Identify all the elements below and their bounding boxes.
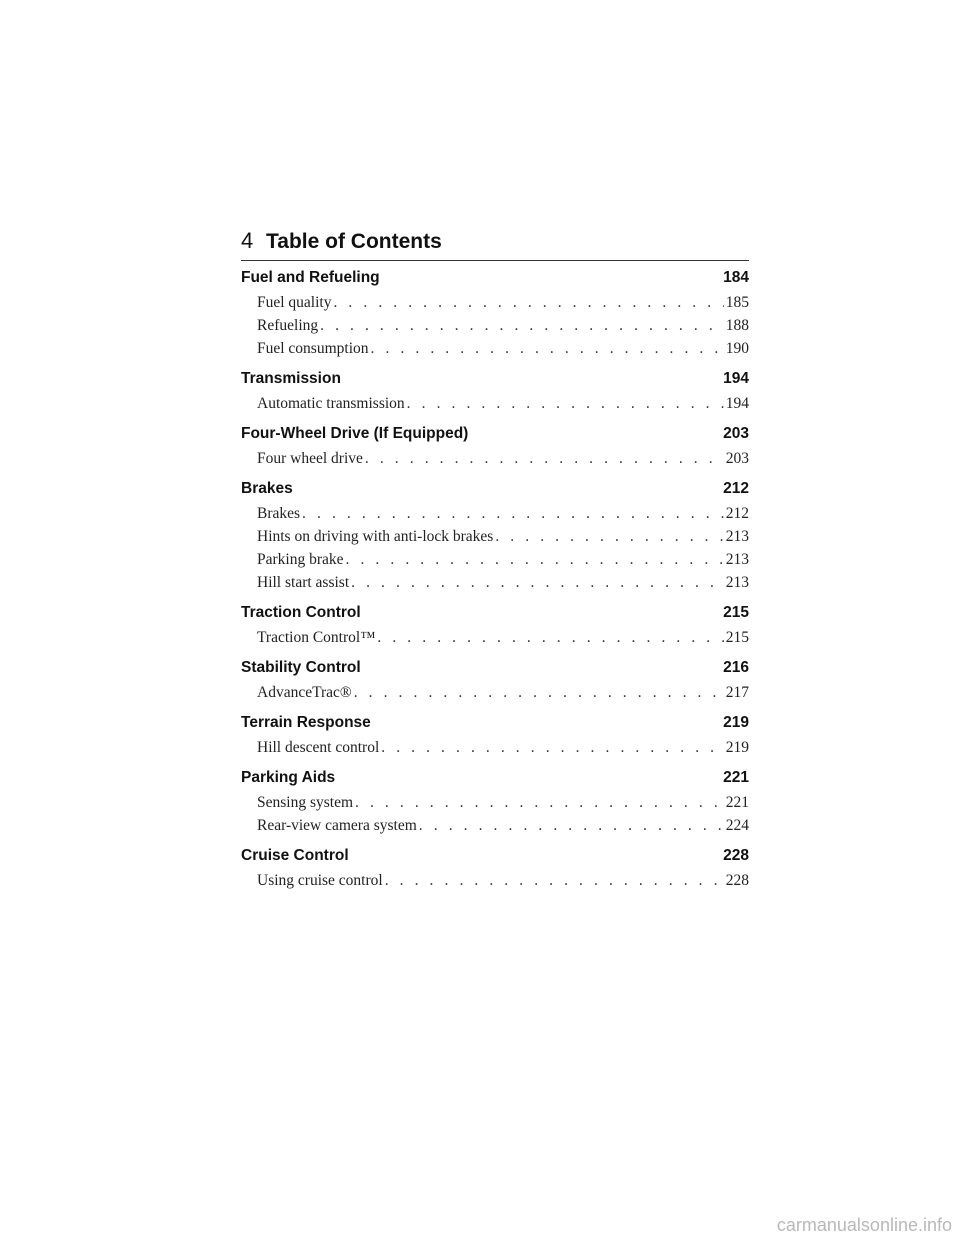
entry-title: Using cruise control: [257, 872, 383, 889]
toc-entry[interactable]: [241, 314, 749, 337]
section-page: 216: [723, 659, 749, 676]
entry-title: Brakes: [257, 505, 301, 522]
section-heading[interactable]: [241, 656, 749, 680]
toc-page: [241, 228, 749, 899]
toc-entry[interactable]: [241, 447, 749, 470]
entry-page: 185: [725, 294, 749, 311]
entry-title: Hill descent control: [257, 739, 380, 756]
section-heading[interactable]: [241, 367, 749, 391]
dot-leader: [495, 525, 723, 548]
dot-leader: [351, 571, 724, 594]
toc-section: [241, 711, 749, 759]
section-heading[interactable]: [241, 266, 749, 290]
section-page: 219: [723, 714, 749, 731]
section-heading[interactable]: [241, 422, 749, 446]
section-page: 194: [723, 370, 749, 387]
section-title: Brakes: [241, 480, 293, 497]
entry-page: 221: [725, 794, 749, 811]
toc-sections: [241, 266, 749, 892]
dot-leader: [371, 337, 724, 360]
toc-section: [241, 266, 749, 360]
section-page: 203: [723, 425, 749, 442]
section-title: Transmission: [241, 370, 341, 387]
section-title: Parking Aids: [241, 769, 336, 786]
section-page: 228: [723, 847, 749, 864]
dot-leader: [355, 791, 724, 814]
entry-page: 194: [725, 395, 749, 412]
dot-leader: [419, 814, 724, 837]
entry-page: 219: [725, 739, 749, 756]
toc-entry[interactable]: [241, 548, 749, 571]
entry-title: Traction Control™: [257, 629, 376, 646]
section-title: Terrain Response: [241, 714, 371, 731]
entry-page: 213: [725, 528, 749, 545]
entry-title: Sensing system: [257, 794, 354, 811]
section-heading[interactable]: [241, 844, 749, 868]
dot-leader: [346, 548, 724, 571]
entry-title: AdvanceTrac®: [257, 684, 352, 701]
section-heading[interactable]: [241, 766, 749, 790]
toc-entry[interactable]: [241, 502, 749, 525]
toc-entry[interactable]: [241, 392, 749, 415]
toc-entry[interactable]: [241, 869, 749, 892]
entry-title: Automatic transmission: [257, 395, 405, 412]
section-page: 212: [723, 480, 749, 497]
toc-entry[interactable]: [241, 291, 749, 314]
section-title: Traction Control: [241, 604, 361, 621]
watermark: carmanualsonline.info: [776, 1215, 952, 1235]
toc-section: [241, 766, 749, 837]
entry-page: 190: [725, 340, 749, 357]
section-title: Four-Wheel Drive (If Equipped): [241, 425, 469, 442]
dot-leader: [365, 447, 724, 470]
section-title: Fuel and Refueling: [241, 269, 380, 286]
dot-leader: [377, 626, 723, 649]
toc-section: [241, 422, 749, 470]
entry-title: Hints on driving with anti-lock brakes: [257, 528, 494, 545]
toc-section: [241, 601, 749, 649]
toc-entry[interactable]: [241, 681, 749, 704]
entry-title: Rear-view camera system: [257, 817, 417, 834]
section-page: 221: [723, 769, 749, 786]
entry-title: Fuel consumption: [257, 340, 369, 357]
entry-title: Four wheel drive: [257, 450, 363, 467]
toc-entry[interactable]: [241, 814, 749, 837]
dot-leader: [407, 392, 724, 415]
toc-section: [241, 656, 749, 704]
entry-page: 213: [725, 551, 749, 568]
dot-leader: [385, 869, 724, 892]
entry-page: 213: [725, 574, 749, 591]
entry-title: Hill start assist: [257, 574, 350, 591]
toc-entry[interactable]: [241, 337, 749, 360]
section-heading[interactable]: [241, 601, 749, 625]
page-header: [241, 228, 749, 261]
toc-section: [241, 844, 749, 892]
entry-page: 188: [725, 317, 749, 334]
toc-section: [241, 367, 749, 415]
toc-entry[interactable]: [241, 626, 749, 649]
entry-page: 217: [725, 684, 749, 701]
section-heading[interactable]: [241, 711, 749, 735]
page-title: Table of Contents: [266, 230, 442, 253]
dot-leader: [302, 502, 724, 525]
entry-page: 228: [725, 872, 749, 889]
dot-leader: [333, 291, 723, 314]
section-title: Cruise Control: [241, 847, 349, 864]
section-page: 184: [723, 269, 749, 286]
entry-page: 224: [725, 817, 749, 834]
toc-section: [241, 477, 749, 594]
dot-leader: [354, 681, 724, 704]
dot-leader: [320, 314, 724, 337]
entry-title: Refueling: [257, 317, 319, 334]
entry-title: Fuel quality: [257, 294, 332, 311]
entry-title: Parking brake: [257, 551, 344, 568]
entry-page: 215: [725, 629, 749, 646]
toc-entry[interactable]: [241, 525, 749, 548]
entry-page: 212: [725, 505, 749, 522]
section-title: Stability Control: [241, 659, 361, 676]
section-heading[interactable]: [241, 477, 749, 501]
section-page: 215: [723, 604, 749, 621]
entry-page: 203: [725, 450, 749, 467]
toc-entry[interactable]: [241, 736, 749, 759]
toc-entry[interactable]: [241, 791, 749, 814]
page-number: 4: [241, 228, 254, 253]
dot-leader: [381, 736, 724, 759]
toc-entry[interactable]: [241, 571, 749, 594]
